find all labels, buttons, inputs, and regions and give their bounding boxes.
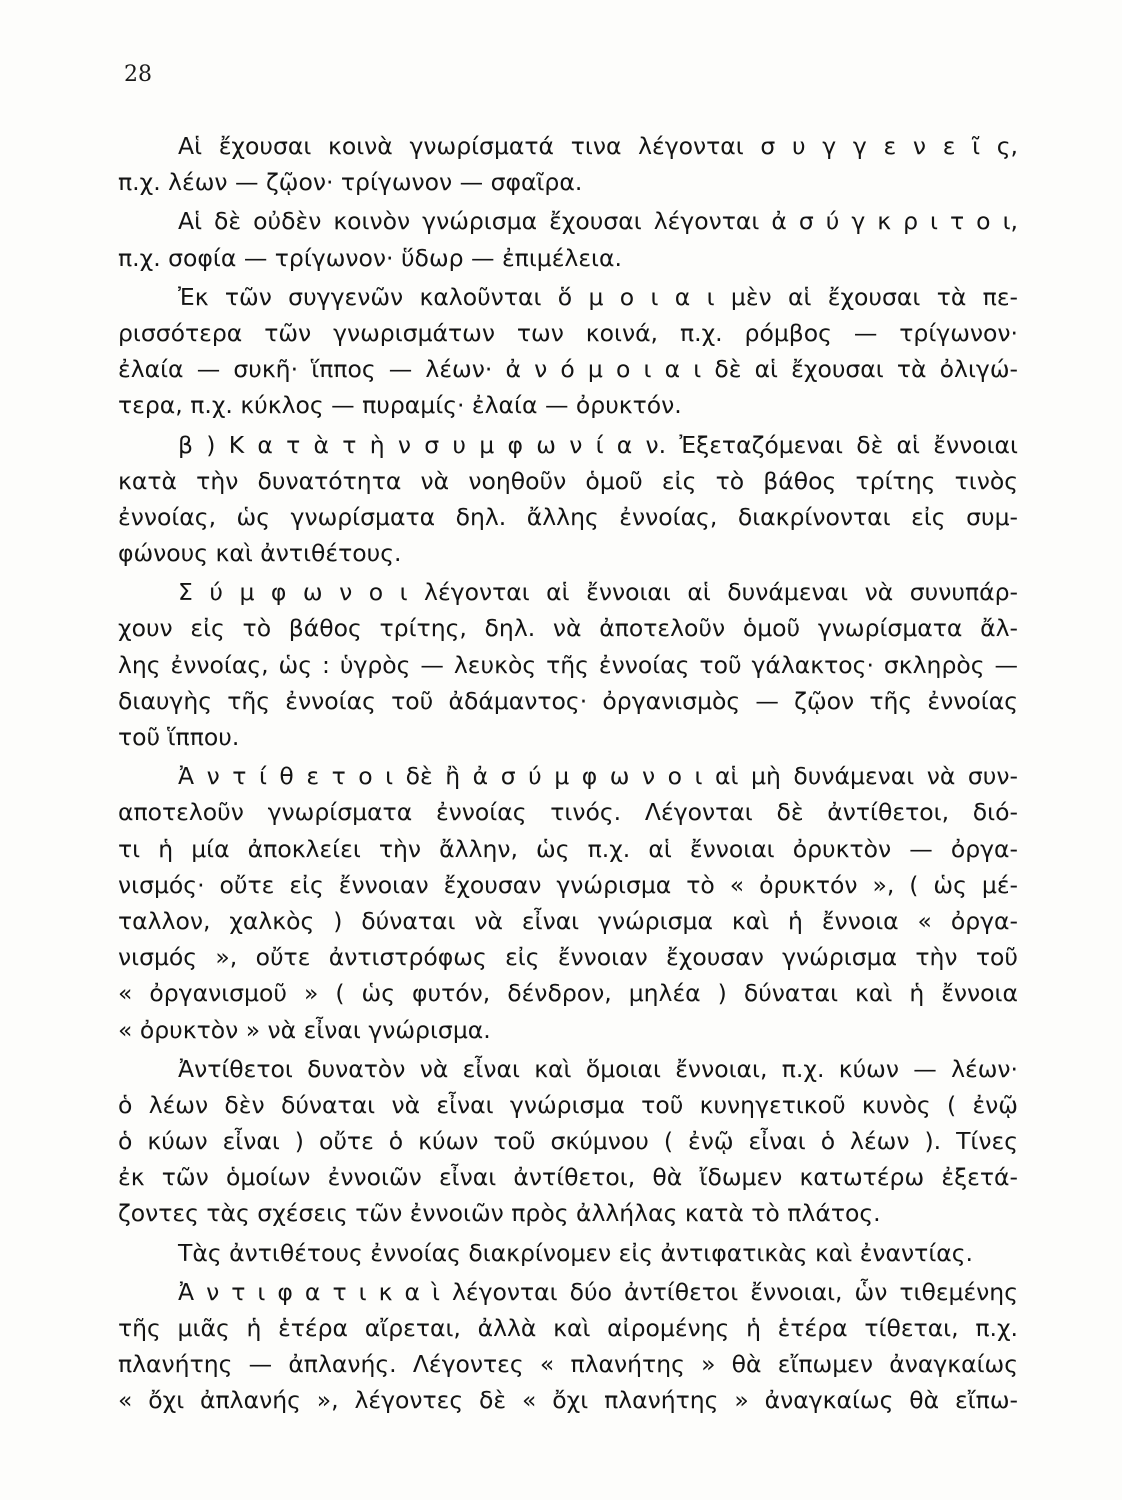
text-line: τῆς μιᾶς ἡ ἑτέρα αἴρεται, ἀλλὰ καὶ αἰρομένης ἡ ἑτέρα τίθεται, π.χ. xyxy=(118,1314,1018,1342)
text-line: Ἀ ν τ ί θ ε τ ο ι δὲ ἢ ἀ σ ύ μ φ ω ν ο ι αἱ μὴ δυνάμεναι νὰ συν- xyxy=(178,762,1018,791)
paragraph-antithetoi xyxy=(118,758,1018,1048)
text-line: « ὀρυκτὸν » νὰ εἶναι γνώρισμα. xyxy=(118,1015,491,1044)
text-line: ζοντες τὰς σχέσεις τῶν ἐννοιῶν πρὸς ἀλλήλας κατὰ τὸ πλάτος. xyxy=(118,1199,881,1228)
text-line: Αἱ δὲ οὐδὲν κοινὸν γνώρισμα ἔχουσαι λέγονται ἀ σ ύ γ κ ρ ι τ ο ι, xyxy=(178,207,1018,236)
paragraph-antiphatikai xyxy=(118,1274,1018,1419)
paragraph-symphonoi xyxy=(118,574,1018,755)
page-number: 28 xyxy=(124,62,152,87)
text-line: πλανήτης — ἀπλανής. Λέγοντες « πλανήτης » θὰ εἴπωμεν ἀναγκαίως xyxy=(118,1350,1018,1379)
text-line: λης ἐννοίας, ὡς : ὑγρὸς — λευκὸς τῆς ἐννοίας τοῦ γάλακτος· σκληρὸς — xyxy=(118,650,1018,679)
text-line: φώνους καὶ ἀντιθέτους. xyxy=(118,539,402,568)
text-line: « ὀργανισμοῦ » ( ὡς φυτόν, δένδρον, μηλέα ) δύναται καὶ ἡ ἔννοια xyxy=(118,979,1018,1008)
paragraph-symphonia xyxy=(118,427,1018,572)
paragraph-asygkritoi xyxy=(118,203,1018,275)
text-line: τι ἡ μία ἀποκλείει τὴν ἄλλην, ὡς π.χ. αἱ ἔννοιαι ὀρυκτὸν — ὀργα- xyxy=(118,834,1018,863)
text-line: ἐννοίας, ὡς γνωρίσματα δηλ. ἄλλης ἐννοίας, διακρίνονται εἰς συμ- xyxy=(118,502,1018,531)
text-line: Τὰς ἀντιθέτους ἐννοίας διακρίνομεν εἰς ἀντιφατικὰς καὶ ἐναντίας. xyxy=(178,1238,974,1267)
text-line: ἐκ τῶν ὁμοίων ἐννοιῶν εἶναι ἀντίθετοι, θὰ ἴδωμεν κατωτέρω ἐξετά- xyxy=(118,1163,1018,1192)
paragraph-homoiai xyxy=(118,279,1018,424)
text-line: διαυγὴς τῆς ἐννοίας τοῦ ἀδάμαντος· ὀργανισμὸς — ζῷον τῆς ἐννοίας xyxy=(118,686,1018,715)
text-line: Σ ύ μ φ ω ν ο ι λέγονται αἱ ἔννοιαι αἱ δυνάμεναι νὰ συνυπάρ- xyxy=(178,578,1018,607)
text-line: « ὄχι ἀπλανής », λέγοντες δὲ « ὄχι πλανήτης » ἀναγκαίως θὰ εἴπω- xyxy=(118,1386,1018,1415)
text-line: νισμός· οὔτε εἰς ἔννοιαν ἔχουσαν γνώρισμα τὸ « ὀρυκτόν », ( ὡς μέ- xyxy=(118,870,1018,899)
text-line: Αἱ ἔχουσαι κοινὰ γνωρίσματά τινα λέγονται σ υ γ γ ε ν ε ῖ ς, xyxy=(178,132,1018,160)
text-line: Ἀ ν τ ι φ α τ ι κ α ὶ λέγονται δύο ἀντίθετοι ἔννοιαι, ὧν τιθεμένης xyxy=(178,1277,1018,1306)
text-line: κατὰ τὴν δυνατότητα νὰ νοηθοῦν ὁμοῦ εἰς τὸ βάθος τρίτης τινὸς xyxy=(118,466,1018,495)
text-line: ὁ λέων δὲν δύναται νὰ εἶναι γνώρισμα τοῦ κυνηγετικοῦ κυνὸς ( ἐνῷ xyxy=(118,1090,1018,1119)
text-line: ταλλον, χαλκὸς ) δύναται νὰ εἶναι γνώρισμα καὶ ἡ ἔννοια « ὀργα- xyxy=(118,906,1018,935)
text-line: β ) Κ α τ ὰ τ ὴ ν σ υ μ φ ω ν ί α ν. Ἐξεταζόμεναι δὲ αἱ ἔννοιαι xyxy=(178,430,1018,459)
text-line: αποτελοῦν γνωρίσματα ἐννοίας τινός. Λέγονται δὲ ἀντίθετοι, διό- xyxy=(118,798,1018,827)
text-line: τερα, π.χ. κύκλος — πυραμίς· ἐλαία — ὀρυκτόν. xyxy=(118,391,682,420)
text-line: Ἐκ τῶν συγγενῶν καλοῦνται ὅ μ ο ι α ι μὲν αἱ ἔχουσαι τὰ πε- xyxy=(178,282,1018,311)
text-line: ὁ κύων εἶναι ) οὔτε ὁ κύων τοῦ σκύμνου ( ἐνῷ εἶναι ὁ λέων ). Τίνες xyxy=(118,1127,1018,1156)
paragraph-diakrinomen xyxy=(118,1235,1018,1271)
text-line: π.χ. σοφία — τρίγωνον· ὕδωρ — ἐπιμέλεια. xyxy=(118,243,622,272)
text-line: χουν εἰς τὸ βάθος τρίτης, δηλ. νὰ ἀποτελοῦν ὁμοῦ γνωρίσματα ἄλ- xyxy=(118,614,1018,643)
text-line: π.χ. λέων — ζῷον· τρίγωνον — σφαῖρα. xyxy=(118,168,583,197)
paragraph-antithetoi-homoiai xyxy=(118,1051,1018,1232)
text-line: νισμός », οὔτε ἀντιστρόφως εἰς ἔννοιαν ἔχουσαν γνώρισμα τὴν τοῦ xyxy=(118,943,1018,972)
text-line: ρισσότερα τῶν γνωρισμάτων των κοινά, π.χ. ρόμβος — τρίγωνον· xyxy=(118,318,1018,347)
body-text xyxy=(118,128,1018,1422)
paragraph-syggeneis xyxy=(118,128,1018,200)
text-line: ἐλαία — συκῆ· ἵππος — λέων· ἀ ν ό μ ο ι α ι δὲ αἱ ἔχουσαι τὰ ὀλιγώ- xyxy=(118,355,1018,384)
text-line: Ἀντίθετοι δυνατὸν νὰ εἶναι καὶ ὅμοιαι ἔννοιαι, π.χ. κύων — λέων· xyxy=(178,1054,1018,1083)
text-line: τοῦ ἵππου. xyxy=(118,723,240,751)
